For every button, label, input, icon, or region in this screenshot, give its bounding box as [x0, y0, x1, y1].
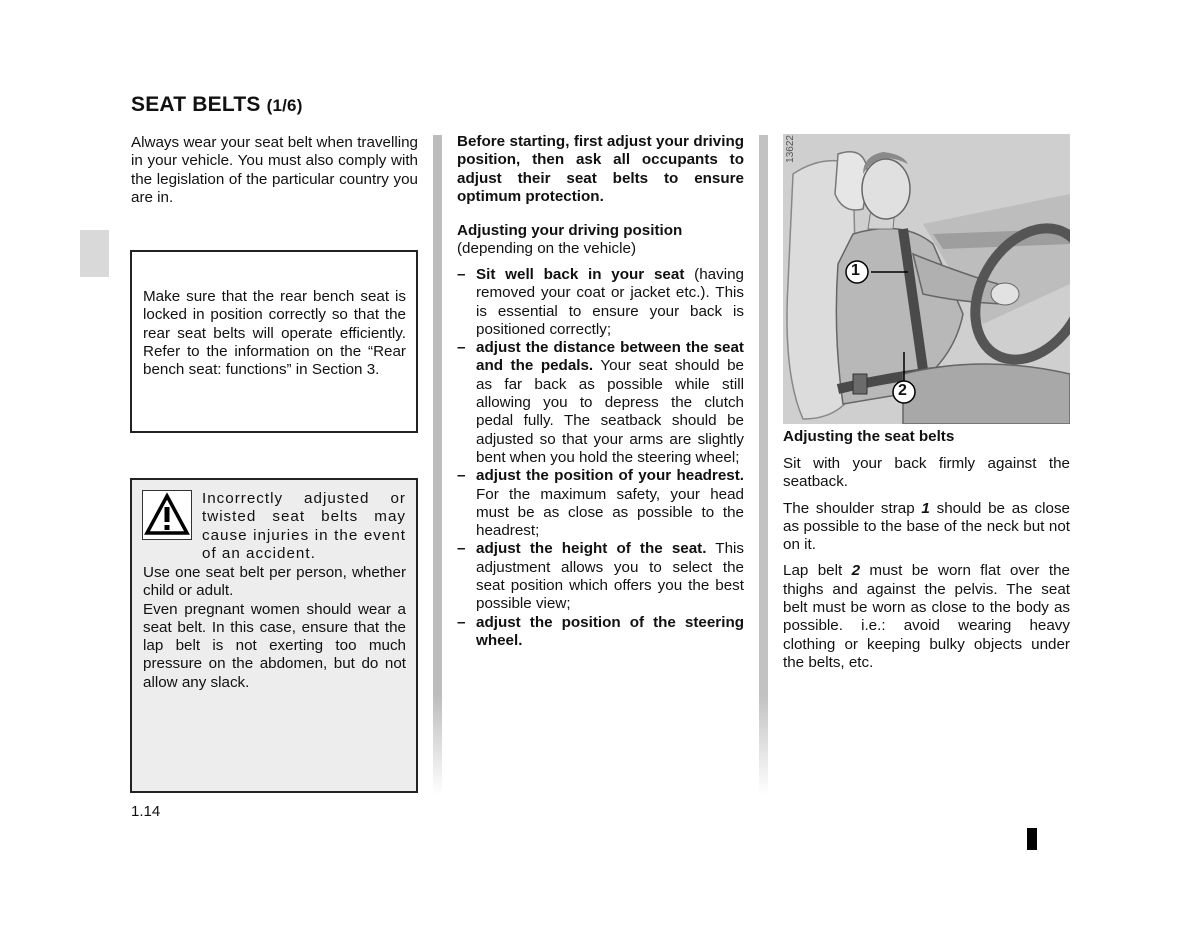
thumb-index-mark: [1027, 828, 1037, 850]
list-dash: –: [457, 540, 466, 558]
list-item-bold: adjust the position of the steering wheel.: [476, 613, 744, 649]
list-item: [457, 614, 744, 651]
list-item-text: For the maximum safety, your head must be as close as possible to the headrest;: [476, 485, 744, 540]
lap-belt-paragraph: [783, 562, 1070, 672]
lap-belt-ref: 2: [851, 562, 861, 580]
list-item: [457, 467, 744, 540]
list-dash: –: [457, 467, 466, 485]
column-divider: [433, 135, 442, 795]
list-dash: –: [457, 266, 466, 283]
warning-box: [130, 478, 418, 793]
driving-position-heading: Adjusting your driving position: [457, 222, 683, 239]
list-dash: –: [457, 613, 466, 631]
seatback-paragraph: Sit with your back firmly against the seatback.: [783, 455, 1070, 491]
list-item-text: (having removed your coat or jacket etc.). This is essential to ensure your back is positioned correctly;: [476, 266, 744, 338]
adjustment-list: [457, 266, 744, 650]
rear-bench-note-text: Make sure that the rear bench seat is locked in position correctly so that the rear seat belts will operate efficiently. Refer to the information on the “Rear bench seat: functions” in Section 3.: [143, 288, 406, 379]
list-item: [457, 266, 744, 339]
column-divider: [759, 135, 768, 795]
rear-bench-note-box: [130, 250, 418, 433]
driving-position-subheading: (depending on the vehicle): [457, 240, 637, 258]
warning-paragraph-one-per-person: Use one seat belt per person, whether child or adult.: [143, 564, 406, 600]
shoulder-strap-ref: 1: [921, 499, 930, 517]
lap-belt-text-post: must be worn flat over the thighs and against the pelvis. The seat belt must be worn as close to the body as possible. i.e.: avoid wearing heavy clothing or keeping bulky objects under the belts, etc.: [783, 562, 1070, 671]
callout-2-label: 2: [898, 382, 907, 399]
lap-belt-text-pre: Lap belt: [783, 562, 852, 580]
shoulder-strap-text-pre: The shoulder strap: [783, 499, 922, 517]
warning-triangle-icon: [142, 490, 192, 540]
seat-belt-illustration: [783, 134, 1070, 424]
driving-position-heading-block: [457, 222, 744, 259]
intro-paragraph: Always wear your seat belt when travelling in your vehicle. You must also comply with the legislation of the particular country you are in.: [131, 134, 418, 206]
warning-lead-text: Incorrectly adjusted or twisted seat belts may cause injuries in the event of an accident.: [202, 490, 406, 562]
figure-code: 13622: [785, 135, 796, 163]
list-item: [457, 540, 744, 613]
shoulder-strap-paragraph: [783, 500, 1070, 555]
page-number: 1.14: [131, 803, 161, 820]
seat-belt-paragraphs: [783, 455, 1070, 672]
list-item-bold: adjust the distance between the seat and the pedals.: [476, 339, 744, 375]
callout-1-label: 1: [851, 262, 860, 279]
list-dash: –: [457, 339, 466, 357]
warning-body: [143, 564, 406, 692]
page-title: [131, 93, 303, 117]
list-item-bold: adjust the height of the seat.: [476, 540, 707, 558]
list-item-text: Your seat should be as far back as possible while still allowing you to depress the clutch pedal fully. The seatback should be adjusted so that your arms are slightly bent when you hold the steering wheel;: [476, 357, 744, 466]
list-item-bold: Sit well back in your seat: [476, 266, 685, 283]
section-tab-marker: [80, 230, 109, 277]
before-starting-lead: Before starting, first adjust your driving position, then ask all occupants to adjust their seat belts to ensure optimum protection.: [457, 133, 744, 205]
list-item-bold: adjust the position of your headrest.: [476, 467, 744, 485]
page-title-text: SEAT BELTS: [131, 93, 261, 116]
figure-caption: Adjusting the seat belts: [783, 428, 955, 445]
shoulder-strap-text-post: should be as close as possible to the base of the neck but not on it.: [783, 499, 1070, 554]
list-item-text: This adjustment allows you to select the seat position which offers you the best possible view;: [476, 540, 744, 613]
page-title-part: (1/6): [266, 96, 303, 115]
list-item: [457, 339, 744, 467]
warning-paragraph-pregnant: Even pregnant women should wear a seat belt. In this case, ensure that the lap belt is not exerting too much pressure on the abdomen, but do not allow any slack.: [143, 600, 406, 691]
